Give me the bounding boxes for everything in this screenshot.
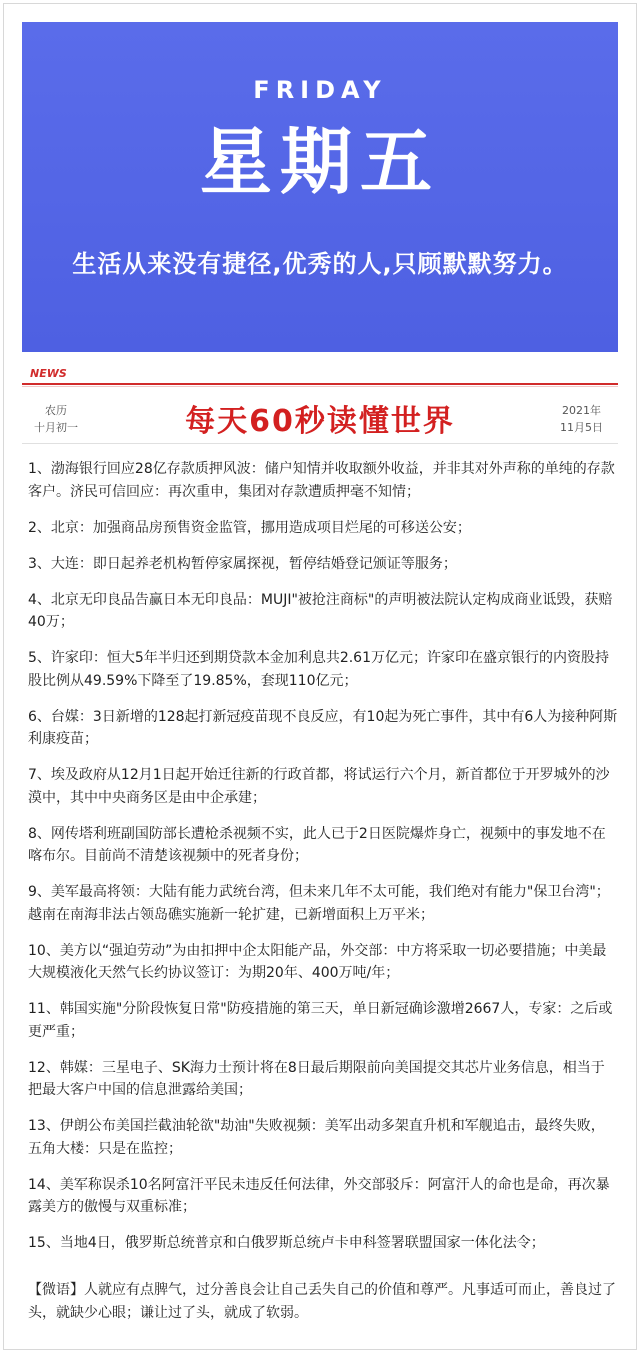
weiyu-quote: 【微语】人就应有点脾气，过分善良会让自己丢失自己的价值和尊严。凡事适可而止，善良过了头，就缺少心眼；谦让过了头，就成了软弱。 xyxy=(28,1282,616,1321)
lunar-day: 十月初一 xyxy=(34,421,78,434)
news-item: 13、伊朗公布美国拦截油轮欲"劫油"失败视频：美军出动多架直升机和军舰追击，最终失败，五角大楼：只是在监控； xyxy=(28,1118,605,1157)
lunar-label: 农历 xyxy=(45,404,67,417)
page-title: 每天60秒读懂世界 xyxy=(185,404,455,439)
news-item: 9、美军最高将领：大陆有能力武统台湾，但未来几年不太可能，我们绝对有能力"保卫台湾"；越南在南海非法占领岛礁实施新一轮扩建，已新增面积上万平米； xyxy=(28,884,610,923)
news-item: 14、美军称误杀10名阿富汗平民未违反任何法律，外交部驳斥：阿富汗人的命也是命，再次暴露美方的傲慢与双重标准； xyxy=(28,1176,610,1215)
gregorian-date xyxy=(560,402,603,436)
news-item: 8、网传塔利班副国防部长遭枪杀视频不实，此人已于2日医院爆炸身亡，视频中的事发地不在喀布尔。目前尚不清楚该视频中的死者身份； xyxy=(28,825,606,864)
weekday-en: FRIDAY xyxy=(253,76,387,104)
news-item: 11、韩国实施"分阶段恢复日常"防疫措施的第三天，单日新冠确诊激增2667人，专家：之后或更严重； xyxy=(28,1001,613,1040)
news-item: 3、大连：即日起养老机构暂停家属探视，暂停结婚登记颁证等服务； xyxy=(28,555,457,572)
header-banner xyxy=(22,22,618,352)
news-item: 12、韩媒：三星电子、SK海力士预计将在8日最后期限前向美国提交其芯片业务信息，相当于把最大客户中国的信息泄露给美国； xyxy=(28,1059,605,1098)
date-year: 2021年 xyxy=(562,404,601,417)
news-item: 10、美方以“强迫劳动”为由扣押中企太阳能产品，外交部：中方将采取一切必要措施；中美最大规模液化天然气长约协议签订：为期20年、400万吨/年； xyxy=(28,942,607,981)
weekday-cn: 星期五 xyxy=(199,120,440,204)
news-item: 5、许家印：恒大5年半归还到期贷款本金加利息共2.61万亿元；许家印在盛京银行的内资股持股比例从49.59%下降至了19.85%，套现110亿元； xyxy=(28,650,609,689)
news-item: 6、台媒：3日新增的128起打新冠疫苗现不良反应，有10起为死亡事件，其中有6人为接种阿斯利康疫苗； xyxy=(28,708,618,747)
date-day: 11月5日 xyxy=(560,421,603,434)
news-divider-shadow xyxy=(22,386,618,387)
news-divider xyxy=(22,383,618,385)
news-tag: NEWS xyxy=(30,367,67,380)
slogan: 生活从来没有捷径,优秀的人,只顾默默努力。 xyxy=(72,250,568,278)
news-item: 2、北京：加强商品房预售资金监管，挪用造成项目烂尾的可移送公安； xyxy=(28,519,471,536)
news-item: 7、埃及政府从12月1日起开始迁往新的行政首都，将试运行六个月，新首都位于开罗城外的沙漠中，其中中央商务区是由中企承建； xyxy=(28,767,610,806)
news-list xyxy=(28,458,618,1268)
news-item: 15、当地4日，俄罗斯总统普京和白俄罗斯总统卢卡申科签署联盟国家一体化法令； xyxy=(28,1235,545,1251)
news-item: 1、渤海银行回应28亿存款质押风波：储户知情并收取额外收益，并非其对外声称的单纯的存款客户。济民可信回应：再次重申，集团对存款遭质押毫不知情； xyxy=(28,461,615,500)
header-separator xyxy=(22,443,618,444)
news-item: 4、北京无印良品告赢日本无印良品：MUJI"被抢注商标"的声明被法院认定构成商业诋毁，获赔40万； xyxy=(28,591,613,630)
